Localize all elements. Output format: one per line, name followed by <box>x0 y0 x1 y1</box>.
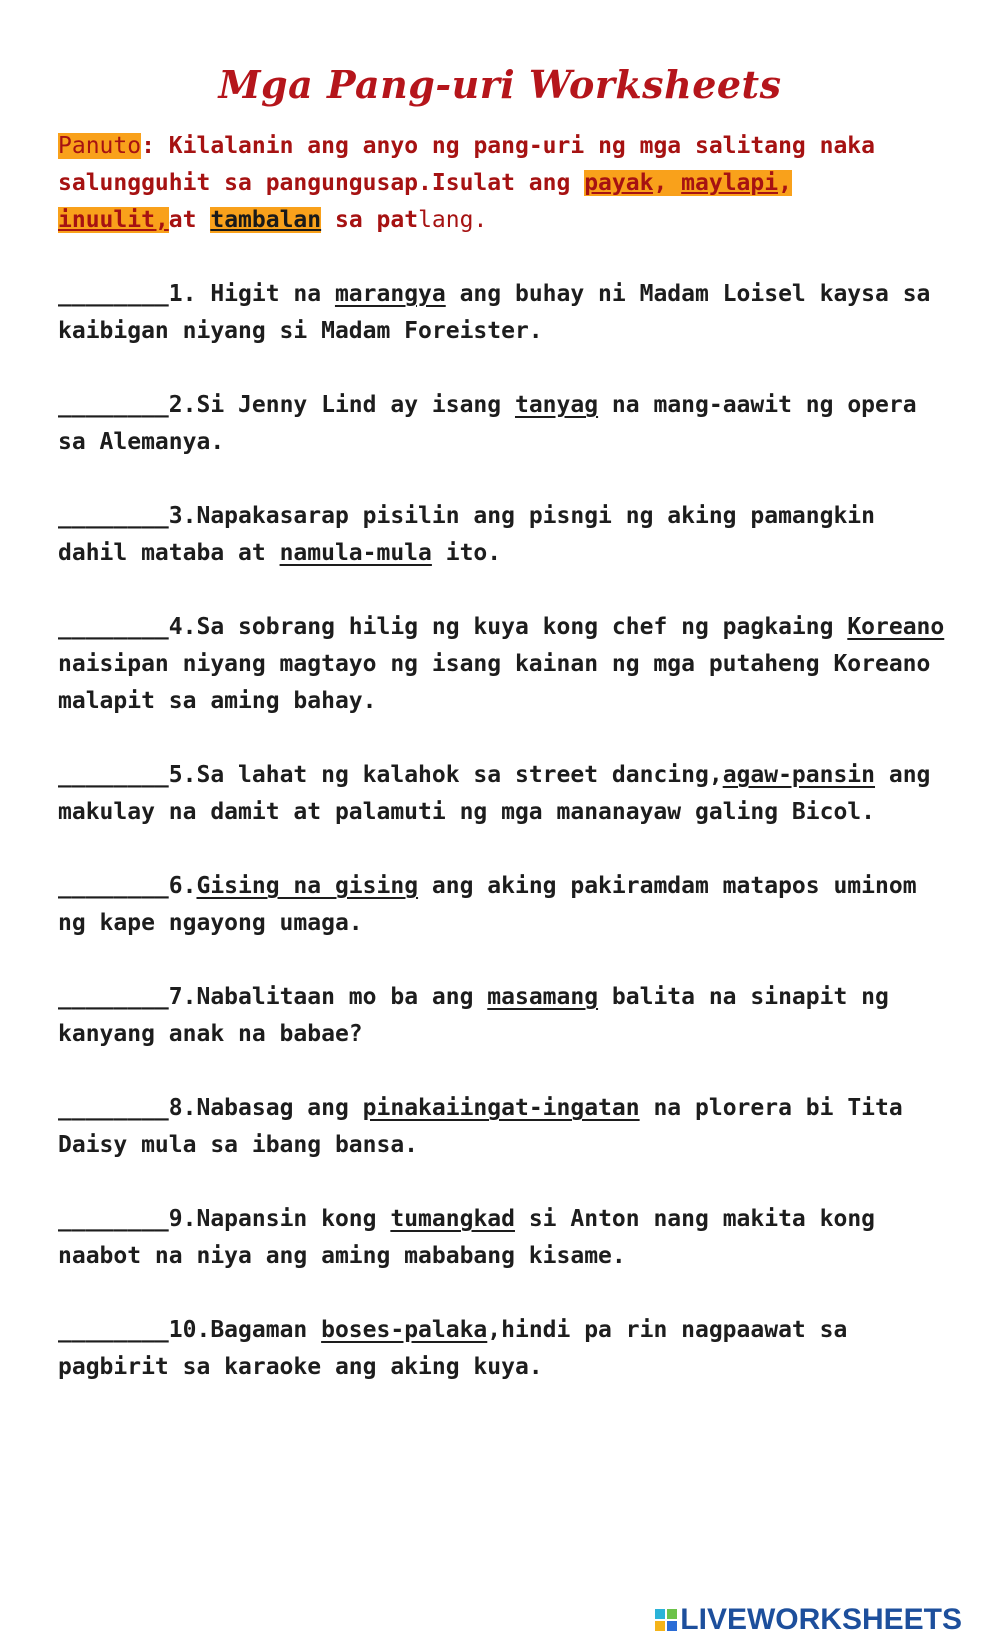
option-inuulit: inuulit <box>58 207 155 233</box>
question-text-before: Napansin kong <box>196 1206 391 1232</box>
option-payak: payak <box>584 170 654 196</box>
question-text-before: Nabasag ang <box>196 1095 363 1121</box>
question-item <box>58 1090 958 1164</box>
option-maylapi: maylapi <box>681 170 779 196</box>
question-number: 5. <box>168 762 197 788</box>
instructions-text-a: Kilalanin ang anyo ng pang-uri ng mga salitang naka salungguhit sa pangungusap.Isulat ang <box>58 133 876 196</box>
question-item <box>58 498 958 572</box>
question-number: 9. <box>168 1206 197 1232</box>
answer-blank[interactable]: ________ <box>58 873 169 899</box>
question-number: 1. <box>168 281 211 307</box>
worksheet-title: Mga Pang-uri Worksheets <box>218 62 782 107</box>
instructions-colon: : <box>141 133 155 159</box>
question-text-before: Si Jenny Lind ay isang <box>196 392 515 418</box>
answer-blank[interactable]: ________ <box>58 281 169 307</box>
question-item <box>58 979 958 1053</box>
underlined-adjective: boses-palaka <box>321 1317 488 1343</box>
question-number: 4. <box>168 614 197 640</box>
logo-text: LIVEWORKSHEETS <box>680 1603 962 1636</box>
question-text-after: na mang-aawit ng opera sa Alemanya. <box>58 392 917 455</box>
question-number: 2. <box>168 392 197 418</box>
instructions <box>58 128 938 239</box>
question-text-after: ang buhay ni Madam Loisel kaysa sa kaibigan niyang si Madam Foreister. <box>58 281 931 344</box>
option-separator-2: , <box>778 170 792 196</box>
option-tambalan: tambalan <box>210 207 322 233</box>
underlined-adjective: marangya <box>334 281 446 307</box>
question-number: 8. <box>168 1095 197 1121</box>
underlined-adjective: tumangkad <box>390 1206 515 1232</box>
question-text-after: ang aking pakiramdam matapos uminom ng kape ngayong umaga. <box>58 873 917 936</box>
answer-blank[interactable]: ________ <box>58 503 169 529</box>
question-item <box>58 387 958 461</box>
question-item <box>58 609 958 720</box>
underlined-adjective: Gising na gising <box>196 873 419 899</box>
underlined-adjective: agaw-pansin <box>722 762 876 788</box>
answer-blank[interactable]: ________ <box>58 392 169 418</box>
answer-blank[interactable]: ________ <box>58 1095 169 1121</box>
question-text-after: ang makulay na damit at palamuti ng mga mananayaw galing Bicol. <box>58 762 931 825</box>
option-separator-1: , <box>653 170 682 196</box>
underlined-adjective: namula-mula <box>279 540 432 566</box>
answer-blank[interactable]: ________ <box>58 984 169 1010</box>
instructions-text-d: lang. <box>418 207 488 233</box>
question-item <box>58 1201 958 1275</box>
question-text-after: ,hindi pa rin nagpaawat sa pagbirit sa karaoke ang aking kuya. <box>58 1317 848 1380</box>
question-list <box>58 276 958 1423</box>
question-item <box>58 276 958 350</box>
question-item <box>58 1312 958 1386</box>
question-text-after: si Anton nang makita kong naabot na niya ang aming mababang kisame. <box>58 1206 876 1269</box>
underlined-adjective: masamang <box>487 984 599 1010</box>
question-number: 6. <box>168 873 197 899</box>
question-text-before: Sa sobrang hilig ng kuya kong chef ng pagkaing <box>196 614 848 640</box>
question-text-before: Sa lahat ng kalahok sa street dancing, <box>196 762 723 788</box>
question-text-after: balita na sinapit ng kanyang anak na babae? <box>58 984 889 1047</box>
question-text-before: Higit na <box>210 281 335 307</box>
option-separator-3: , <box>154 207 169 233</box>
underlined-adjective: tanyag <box>514 392 599 418</box>
question-text-before: Bagaman <box>210 1317 322 1343</box>
question-text-after: naisipan niyang magtayo ng isang kainan ng mga putaheng Koreano malapit sa aming bahay. <box>58 651 931 714</box>
question-text-before: Nabalitaan mo ba ang <box>196 984 488 1010</box>
instructions-text-c: sa pat <box>321 207 419 233</box>
liveworksheets-logo[interactable] <box>655 1603 962 1637</box>
answer-blank[interactable]: ________ <box>58 762 169 788</box>
underlined-adjective: Koreano <box>847 614 945 640</box>
question-item <box>58 868 958 942</box>
question-text-after: na plorera bi Tita Daisy mula sa ibang bansa. <box>58 1095 903 1158</box>
answer-blank[interactable]: ________ <box>58 1317 169 1343</box>
question-item <box>58 757 958 831</box>
underlined-adjective: pinakaiingat-ingatan <box>362 1095 640 1121</box>
question-number: 3. <box>168 503 197 529</box>
question-text-after: ito. <box>431 540 502 566</box>
logo-grid-icon <box>655 1609 677 1631</box>
question-text-before: Napakasarap pisilin ang pisngi ng aking pamangkin dahil mataba at <box>58 503 875 566</box>
instructions-label: Panuto <box>58 133 142 159</box>
question-number: 7. <box>168 984 197 1010</box>
instructions-text-b: at <box>168 207 211 233</box>
answer-blank[interactable]: ________ <box>58 614 169 640</box>
question-number: 10. <box>168 1317 211 1343</box>
answer-blank[interactable]: ________ <box>58 1206 169 1232</box>
